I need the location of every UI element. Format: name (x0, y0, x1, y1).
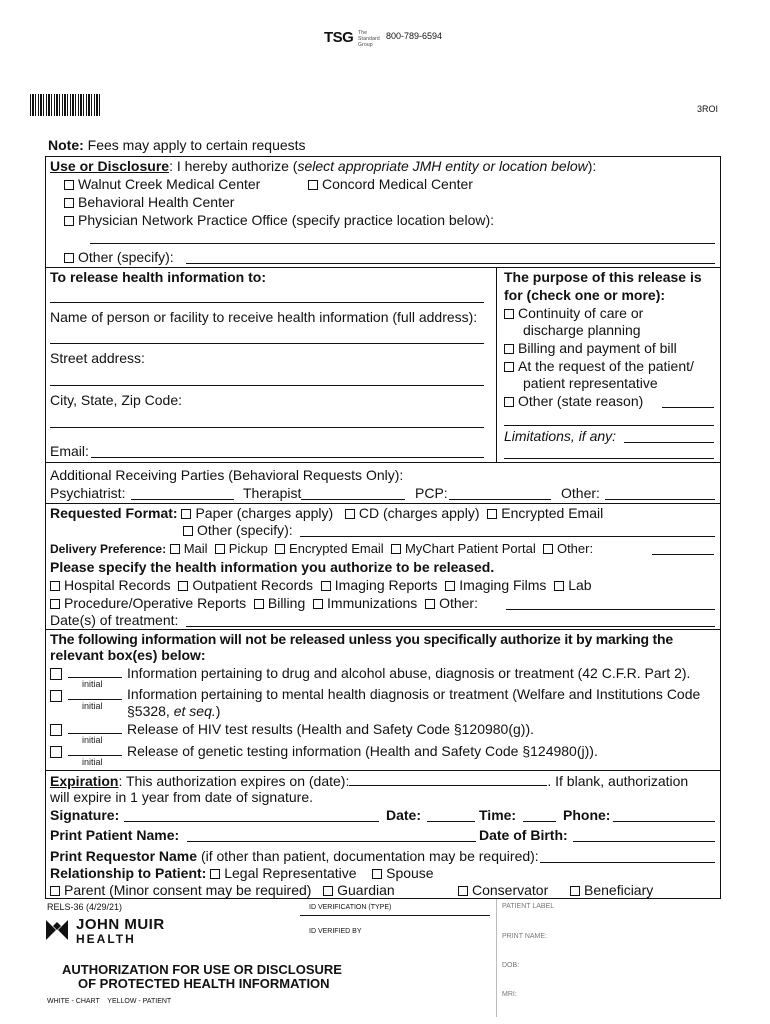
sensitive-heading-2: relevant box(es) below: (50, 647, 206, 663)
release-line-3[interactable] (50, 385, 484, 386)
format-paper: Paper (charges apply) (195, 505, 334, 521)
id-verified-by-label: ID VERIFIED BY (309, 928, 362, 935)
patient-label-box[interactable] (496, 899, 722, 1017)
format-encrypted-email: Encrypted Email (501, 505, 604, 521)
delivery-label: Delivery Preference: (50, 542, 167, 556)
release-line-2[interactable] (50, 343, 484, 344)
initial-line-2[interactable] (68, 699, 122, 700)
delivery-other: Other: (556, 541, 594, 556)
additional-other-line[interactable] (605, 499, 715, 500)
specify-imaging-reports: Imaging Reports (334, 577, 438, 593)
specify-outpatient: Outpatient Records (192, 577, 314, 593)
relationship-label: Relationship to Patient: (50, 865, 207, 881)
checkbox[interactable] (308, 180, 318, 190)
initial-label-4: initial (82, 757, 103, 767)
checkbox-guardian[interactable] (323, 886, 333, 896)
sensitive-checkbox-3[interactable] (50, 721, 62, 739)
relationship-row (50, 865, 434, 882)
option-walnut-creek[interactable] (64, 176, 260, 193)
barcode (30, 94, 102, 116)
delivery-mail: Mail (183, 541, 208, 556)
time-label: Time: (479, 807, 517, 823)
checkbox-procedure[interactable] (50, 599, 60, 609)
checkbox[interactable] (64, 198, 74, 208)
format-other-label: Other (specify): (197, 522, 293, 538)
option-behavioral[interactable] (64, 194, 234, 211)
expiration-text-b: . If blank, authorization (547, 773, 689, 789)
dob-label: Date of Birth: (479, 827, 568, 843)
sensitive-item-3: Release of HIV test results (Health and Safety Code §120980(g)). (127, 721, 534, 737)
release-city-label: City, State, Zip Code: (50, 392, 183, 408)
initial-line-4[interactable] (68, 755, 122, 756)
purpose-limitations: Limitations, if any: (504, 428, 617, 444)
specify-dates: Date(s) of treatment: (50, 612, 179, 628)
purpose-continuity-2: discharge planning (523, 322, 641, 338)
checkbox-immunizations[interactable] (313, 599, 323, 609)
note-line (48, 137, 306, 154)
use-disclosure-intro-italic: select appropriate JMH entity or location below (297, 158, 588, 174)
checkbox[interactable] (504, 397, 514, 407)
purpose-billing[interactable] (504, 340, 677, 357)
relationship-legal-rep: Legal Representative (224, 865, 357, 881)
divider (45, 267, 721, 268)
additional-other: Other: (561, 485, 600, 501)
option-label: Behavioral Health Center (78, 194, 235, 210)
checkbox-imaging-films[interactable] (445, 581, 455, 591)
org-name-2: HEALTH (76, 932, 136, 946)
phone-label: Phone: (563, 807, 611, 823)
purpose-heading-1: The purpose of this release is (504, 269, 702, 285)
expiration-text-a: : This authorization expires on (date): (118, 773, 350, 789)
specify-row-2 (50, 595, 478, 612)
option-label: Walnut Creek Medical Center (78, 176, 261, 192)
signature-label: Signature: (50, 807, 120, 823)
practice-location-line[interactable] (90, 243, 715, 244)
date-line[interactable] (427, 821, 475, 822)
format-cd: CD (charges apply) (358, 505, 480, 521)
item2-text-b: ) (215, 703, 221, 719)
tsg-logo: TSG (324, 29, 354, 46)
header-phone: 800-789-6594 (386, 31, 443, 41)
divider (45, 503, 721, 504)
org-name-1: JOHN MUIR (76, 916, 165, 933)
relationship-beneficiary[interactable] (570, 882, 653, 899)
specify-immunizations: Immunizations (327, 595, 418, 611)
initial-label-2: initial (82, 701, 103, 711)
sensitive-checkbox-4[interactable] (50, 743, 62, 761)
checkbox-hospital[interactable] (50, 581, 60, 591)
delivery-other-line[interactable] (652, 554, 714, 555)
delivery-pickup: Pickup (228, 541, 268, 556)
initial-line-3[interactable] (68, 733, 122, 734)
sensitive-item-2-line-2 (127, 703, 220, 720)
id-verification-line[interactable] (300, 915, 490, 916)
sensitive-item-1: Information pertaining to drug and alcohol abuse, diagnosis or treatment (42 C.F.R. Part 2). (127, 665, 691, 681)
dob-caption: DOB: (502, 962, 520, 969)
checkbox[interactable] (570, 886, 580, 896)
use-disclosure-intro-end: ): (587, 158, 597, 174)
divider (45, 770, 721, 771)
additional-psychiatrist: Psychiatrist: (50, 485, 126, 501)
checkbox-other[interactable] (543, 544, 553, 554)
initial-label-3: initial (82, 735, 103, 745)
patient-name-label: Print Patient Name: (50, 827, 180, 843)
conservator-label: Conservator (472, 882, 549, 898)
additional-heading: Additional Receiving Parties (Behavioral Requests Only): (50, 467, 404, 483)
release-line-1[interactable] (50, 302, 484, 303)
checkbox[interactable] (64, 180, 74, 190)
relationship-spouse: Spouse (386, 865, 434, 881)
checkbox[interactable] (64, 253, 74, 263)
use-disclosure-heading: Use or Disclosure (50, 158, 170, 174)
requestor-line[interactable] (540, 862, 715, 863)
specify-row-1 (50, 577, 592, 594)
purpose-heading-2: for (check one or more): (504, 287, 666, 303)
mri-caption: MRI: (502, 991, 517, 998)
checkbox[interactable] (64, 216, 74, 226)
item2-text-a: §5328, (127, 703, 174, 719)
release-street-label: Street address: (50, 350, 145, 366)
sensitive-heading-1: The following information will not be released unless you specifically authorize it by marking the (50, 631, 673, 647)
sensitive-checkbox-1[interactable] (50, 665, 62, 683)
specify-hospital: Hospital Records (64, 577, 171, 593)
id-verification-label: ID VERIFICATION (TYPE) (309, 904, 392, 911)
checkbox[interactable] (504, 309, 514, 319)
format-label: Requested Format: (50, 505, 178, 521)
note-text: Fees may apply to certain requests (87, 137, 306, 153)
option-label: Concord Medical Center (322, 176, 473, 192)
purpose-other-line-2[interactable] (504, 425, 714, 426)
checkbox-pickup[interactable] (215, 544, 225, 554)
additional-pcp: PCP: (415, 485, 448, 501)
checkbox-legal-rep[interactable] (210, 869, 220, 879)
divider (45, 462, 721, 463)
form-title-1: AUTHORIZATION FOR USE OR DISCLOSURE (62, 962, 342, 977)
purpose-label: Billing and payment of bill (518, 340, 677, 356)
requestor-label: Print Requestor Name (50, 848, 198, 864)
form-code: 3ROI (697, 104, 719, 114)
sensitive-item-2: Information pertaining to mental health diagnosis or treatment (Welfare and Institutions Code (127, 686, 701, 702)
checkbox-encrypted[interactable] (275, 544, 285, 554)
specify-other-line[interactable] (506, 609, 715, 610)
other-specify-line[interactable] (186, 263, 715, 264)
purpose-label: Continuity of care or (518, 305, 644, 321)
checkbox[interactable] (504, 344, 514, 354)
specify-dates-line[interactable] (186, 626, 715, 627)
expiration-label: Expiration (50, 773, 119, 789)
time-line[interactable] (523, 821, 556, 822)
option-physician-network[interactable] (64, 212, 494, 229)
checkbox-spouse[interactable] (372, 869, 382, 879)
patient-name-line[interactable] (187, 841, 476, 842)
release-email-line[interactable] (91, 457, 484, 458)
limitations-line[interactable] (624, 442, 714, 443)
john-muir-logo-mark (44, 918, 70, 942)
initial-line-1[interactable] (68, 677, 122, 678)
requestor-note: (if other than patient, documentation may be required): (200, 848, 539, 864)
checkbox-paper[interactable] (181, 509, 191, 519)
purpose-label: Other (state reason) (518, 393, 644, 409)
purpose-other-line[interactable] (662, 407, 714, 408)
option-other[interactable] (64, 249, 174, 266)
signature-line[interactable] (124, 821, 379, 822)
form-id: RELS-36 (4/29/21) (47, 902, 123, 912)
checkbox-billing[interactable] (254, 599, 264, 609)
pcp-line[interactable] (449, 499, 551, 500)
checkbox-cd[interactable] (345, 509, 355, 519)
checkbox[interactable] (458, 886, 468, 896)
expiration-date-field[interactable] (349, 773, 547, 786)
specify-heading: Please specify the health information you authorize to be released. (50, 559, 495, 575)
form-title-2: OF PROTECTED HEALTH INFORMATION (78, 976, 330, 991)
tsg-logo-sub: The Standard Group (358, 30, 380, 48)
specify-lab: Lab (568, 577, 592, 593)
divider (45, 629, 721, 630)
release-name-label: Name of person or facility to receive health information (full address): (50, 309, 478, 325)
item2-text-italic: et seq. (173, 703, 216, 719)
psychiatrist-line[interactable] (131, 499, 234, 500)
checkbox-outpatient[interactable] (178, 581, 188, 591)
relationship-conservator[interactable] (458, 882, 548, 899)
release-line-4[interactable] (50, 427, 484, 428)
specify-billing: Billing (267, 595, 306, 611)
release-divider (496, 267, 497, 462)
use-disclosure-intro (50, 158, 596, 175)
option-label: Other (specify): (78, 249, 174, 265)
purpose-request-2: patient representative (523, 375, 658, 391)
checkbox-mail[interactable] (170, 544, 180, 554)
note-label: Note: (48, 137, 84, 153)
option-label: Physician Network Practice Office (specify practice location below): (78, 212, 495, 228)
expiration-line-1 (50, 773, 688, 790)
print-name-caption: PRINT NAME: (502, 933, 547, 940)
checkbox-lab[interactable] (554, 581, 564, 591)
limitations-line-2[interactable] (504, 458, 714, 459)
sensitive-checkbox-2[interactable] (50, 687, 62, 705)
release-email-label: Email: (50, 443, 89, 459)
purpose-request[interactable] (504, 358, 694, 375)
relationship-guardian: Guardian (337, 882, 395, 898)
relationship-parent: Parent (Minor consent may be required) (64, 882, 312, 898)
purpose-other[interactable] (504, 393, 643, 410)
dob-line[interactable] (573, 841, 715, 842)
beneficiary-label: Beneficiary (584, 882, 654, 898)
release-to-heading: To release health information to: (50, 269, 266, 285)
copies-note: WHITE - CHART YELLOW - PATIENT (47, 998, 172, 1005)
specify-other: Other: (439, 595, 478, 611)
date-label: Date: (386, 807, 422, 823)
specify-imaging-films: Imaging Films (459, 577, 547, 593)
format-other[interactable] (183, 522, 293, 539)
checkbox[interactable] (183, 526, 193, 536)
sensitive-item-4: Release of genetic testing information (Health and Safety Code §124980(j)). (127, 743, 598, 759)
option-concord[interactable] (308, 176, 473, 193)
delivery-mychart: MyChart Patient Portal (404, 541, 536, 556)
checkbox[interactable] (504, 362, 514, 372)
purpose-continuity[interactable] (504, 305, 643, 322)
patient-label-caption: PATIENT LABEL (502, 903, 555, 910)
checkbox-encrypted-email[interactable] (487, 509, 497, 519)
format-other-line[interactable] (300, 536, 715, 537)
additional-therapist: Therapist (243, 485, 302, 501)
relationship-row-2 (50, 882, 395, 899)
purpose-label: At the request of the patient/ (518, 358, 694, 374)
checkbox-mychart[interactable] (391, 544, 401, 554)
phone-line[interactable] (613, 821, 715, 822)
checkbox-parent[interactable] (50, 886, 60, 896)
delivery-row (50, 541, 593, 557)
expiration-line-2: will expire in 1 year from date of signature. (50, 789, 314, 805)
therapist-line[interactable] (301, 499, 405, 500)
initial-label-1: initial (82, 679, 103, 689)
format-row (50, 505, 603, 522)
checkbox-other[interactable] (425, 599, 435, 609)
checkbox-imaging-reports[interactable] (321, 581, 331, 591)
requestor-row (50, 848, 539, 865)
specify-procedure: Procedure/Operative Reports (64, 595, 247, 611)
delivery-encrypted: Encrypted Email (289, 541, 384, 556)
use-disclosure-intro-text: : I hereby authorize ( (169, 158, 298, 174)
